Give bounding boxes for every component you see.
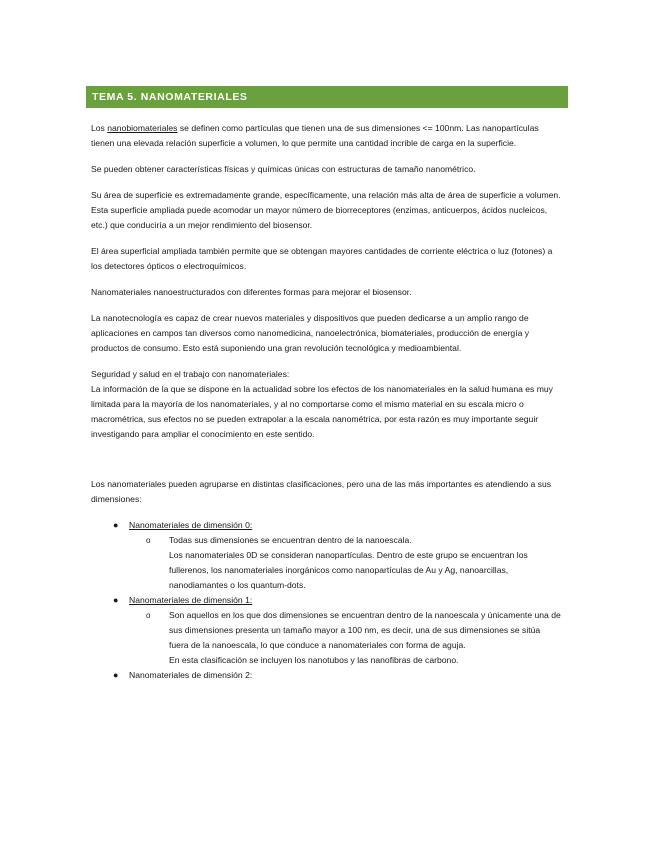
sub-list [129,608,561,668]
safety-section [91,367,561,442]
list-item-label: Nanomateriales de dimensión 1: [129,595,253,605]
document-body [91,121,561,683]
bullet-icon: ● [113,670,119,680]
list-item-label: Nanomateriales de dimensión 2: [129,670,253,680]
paragraph: Nanomateriales nanoestructurados con diferentes formas para mejorar el biosensor. [91,287,412,297]
safety-text: La información de la que se dispone en la actualidad sobre los efectos de los nanomateriales en la salud humana es muy limitada para la mayoría de los nanomateriales, y al no comportarse como el mismo material en su escala micro o macrométrica, sus efectos no se pueden extrapolar a la escala nanométrica, por esta razón es muy importante seguir investigando para ampliar el conocimiento en este sentido. [91,384,553,439]
classification-intro: Los nanomateriales pueden agruparse en distintas clasificaciones, pero una de las más importantes es atendiendo a sus dimensiones: [91,479,552,504]
sub-text: Todas sus dimensiones se encuentran dentro de la nanoescala. [169,535,412,545]
list-item [91,593,561,668]
dimension-list [91,518,561,683]
list-item-label: Nanomateriales de dimensión 0: [129,520,253,530]
intro-term: nanobiomateriales [107,123,178,133]
safety-heading: Seguridad y salud en el trabajo con nanomateriales: [91,369,290,379]
bullet-icon: ● [113,595,119,605]
paragraph: El área superficial ampliada también permite que se obtengan mayores cantidades de corriente eléctrica o luz (fotones) a los detectores ópticos o electroquímicos. [91,246,553,271]
paragraph: Su área de superficie es extremadamente grande, específicamente, una relación más alta de área de superficie a volumen. Esta superficie ampliada puede acomodar un mayor número de biorreceptores (enzimas, anticuerpos, ácidos nucleicos, etc.) que conduciría a un mejor rendimiento del biosensor. [91,190,561,230]
sub-text: Los nanomateriales 0D se consideran nanopartículas. Dentro de este grupo se encuentran los fullerenos, los nanomateriales inorgánicos como nanopartículas de Au y Ag, nanoarcillas, nanodiamantes o los quantum-dots. [169,550,528,590]
sub-list-item [129,533,561,593]
list-item [91,518,561,593]
sub-text: Son aquellos en los que dos dimensiones se encuentran dentro de la nanoescala y únicamente una de sus dimensiones presenta un tamaño mayor a 100 nm, es decir, una de sus dimensiones se sitúa fuera de la nanoescala, lo que conduce a nanomateriales con forma de aguja. [169,610,561,650]
intro-post: se definen como partículas que tienen una de sus dimensiones <= 100nm. Las nanopartículas tienen una elevada relación superficie a volumen, lo que permite una cantidad incrible de carga en la superficie. [91,123,539,148]
intro-paragraph [91,121,561,151]
list-item [91,668,561,683]
bullet-icon: ● [113,520,119,530]
intro-pre: Los [91,123,108,133]
paragraph: La nanotecnología es capaz de crear nuevos materiales y dispositivos que pueden dedicarse a un amplio rango de aplicaciones en campos tan diversos como nanomedicina, nanoelectrónica, biomateriales, producción de energía y productos de consumo. Esto está suponiendo una gran revolución tecnológica y medioambiental. [91,313,530,353]
sub-list [129,533,561,593]
circle-bullet-icon: o [146,536,151,545]
circle-bullet-icon: o [146,611,151,620]
sub-text: En esta clasificación se incluyen los nanotubos y las nanofibras de carbono. [169,655,459,665]
section-title-banner: TEMA 5. NANOMATERIALES [86,86,568,108]
paragraph: Se pueden obtener características físicas y químicas únicas con estructuras de tamaño nanométrico. [91,164,476,174]
sub-list-item [129,608,561,668]
